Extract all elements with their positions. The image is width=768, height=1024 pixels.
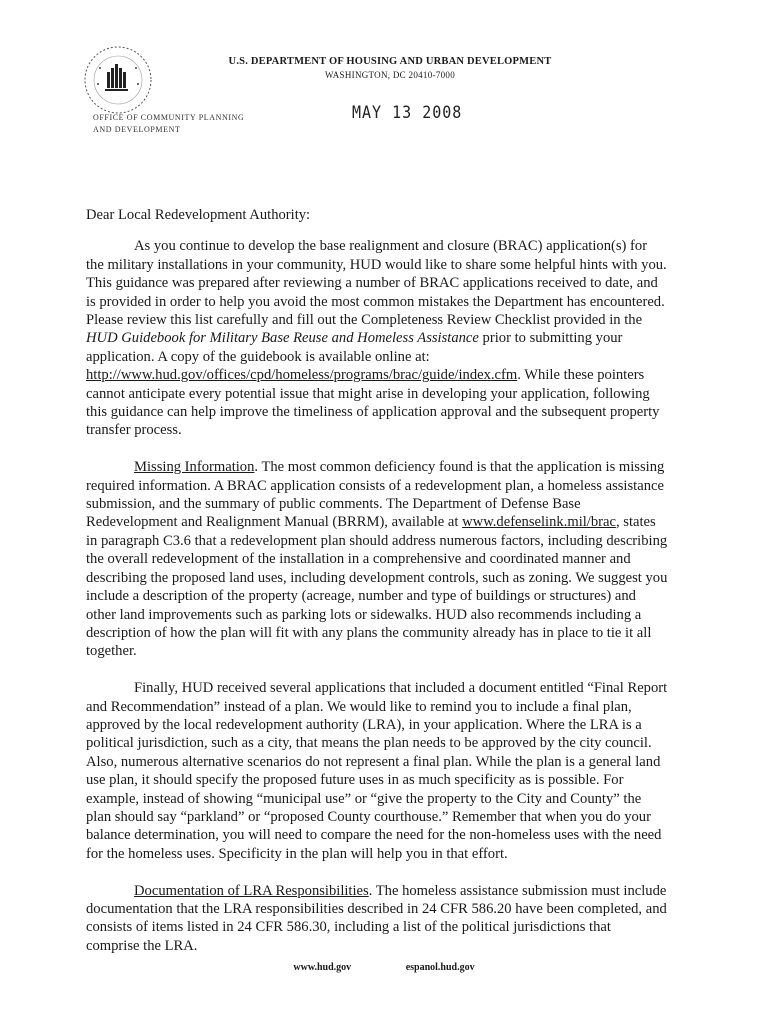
office-line-2: AND DEVELOPMENT bbox=[93, 125, 181, 134]
guidebook-link[interactable]: http://www.hud.gov/offices/cpd/homeless/programs/brac/guide/index.cfm bbox=[86, 367, 518, 384]
text: As you continue to develop the base realignment and closure (BRAC) application(s) for the military installations in your community, HUD would like to share some helpful hints with you. This guidance was prepared after reviewing a number of BRAC applications received to date, and is provided in order to help you avoid the most common mistakes the Department has encountered. Please review this list carefully and fill out the Completeness Review Checklist provided in the bbox=[86, 238, 667, 329]
defenselink-link[interactable]: www.defenselink.mil/brac bbox=[462, 514, 616, 531]
paragraph-intro bbox=[86, 237, 668, 439]
salutation: Dear Local Redevelopment Authority: bbox=[86, 207, 311, 223]
footer-link-hud[interactable]: www.hud.gov bbox=[293, 962, 352, 973]
office-line-1: OFFICE OF COMMUNITY PLANNING bbox=[93, 113, 245, 122]
office-name bbox=[93, 112, 244, 136]
agency-address: WASHINGTON, DC 20410-7000 bbox=[324, 70, 456, 80]
paragraph-missing-information bbox=[86, 458, 668, 660]
section-heading: Documentation of LRA Responsibilities bbox=[134, 882, 369, 899]
section-heading: Missing Information bbox=[134, 459, 255, 476]
text: , states in paragraph C3.6 that a redevelopment plan should address numerous factors, including describing the overall redevelopment of the installation in a comprehensive and coordinated manner and describing the proposed land uses, including development controls, such as zoning. We suggest you include a description of the property (acreage, number and type of buildings or structures) and other land improvements such as parking lots or sidewalks. HUD also recommends including a description of how the plan will fit with any plans the community already has in place to tie it all together. bbox=[86, 514, 668, 660]
footer-link-espanol[interactable]: espanol.hud.gov bbox=[405, 962, 475, 973]
text: prior to submitting your application. A copy of the guidebook is available online at: bbox=[86, 330, 623, 365]
paragraph-lra-responsibilities bbox=[86, 882, 668, 956]
guidebook-title: HUD Guidebook for Military Base Reuse and Homeless Assistance bbox=[86, 330, 479, 347]
paragraph-final-plan: Finally, HUD received several applications that included a document entitled “Final Report and Recommendation” instead of a plan. We would like to remind you to include a final plan, approved by the local redevelopment authority (LRA), in your application. Where the LRA is a political jurisdiction, such as a city, that means the plan needs to be approved by the city council. Also, numerous alternative scenarios do not represent a final plan. While the plan is a general land use plan, it should specify the proposed future uses in as much specificity as is possible. For example, instead of showing “municipal use” or “give the property to the City and County” the plan should say “parkland” or “proposed County courthouse.” Remember that when you do your balance determination, you will need to compare the need for the non-homeless uses with the need for the homeless uses. Specificity in the plan will help you in that effort. bbox=[86, 680, 668, 862]
date-stamp: MAY 13 2008 bbox=[352, 101, 463, 123]
footer bbox=[0, 962, 768, 973]
hud-seal-icon bbox=[80, 42, 156, 118]
letterhead bbox=[180, 56, 600, 80]
text: . While these pointers cannot anticipate every potential issue that might arise in developing your application, following this guidance can help improve the timeliness of application approval and the subsequent property transfer process. bbox=[86, 367, 660, 439]
text: . The most common deficiency found is that the application is missing required information. A BRAC application consists of a redevelopment plan, a homeless assistance submission, and the summary of public comments. The Department of Defense Base Redevelopment and Realignment Manual (BRRM), available at bbox=[86, 459, 665, 531]
text: . The homeless assistance submission must include documentation that the LRA responsibilities described in 24 CFR 586.20 have been completed, and consists of items listed in 24 CFR 586.30, including a list of the political jurisdictions that comprise the LRA. bbox=[86, 882, 667, 954]
agency-name: U.S. DEPARTMENT OF HOUSING AND URBAN DEVELOPMENT bbox=[228, 56, 552, 67]
letter-body bbox=[86, 206, 668, 974]
